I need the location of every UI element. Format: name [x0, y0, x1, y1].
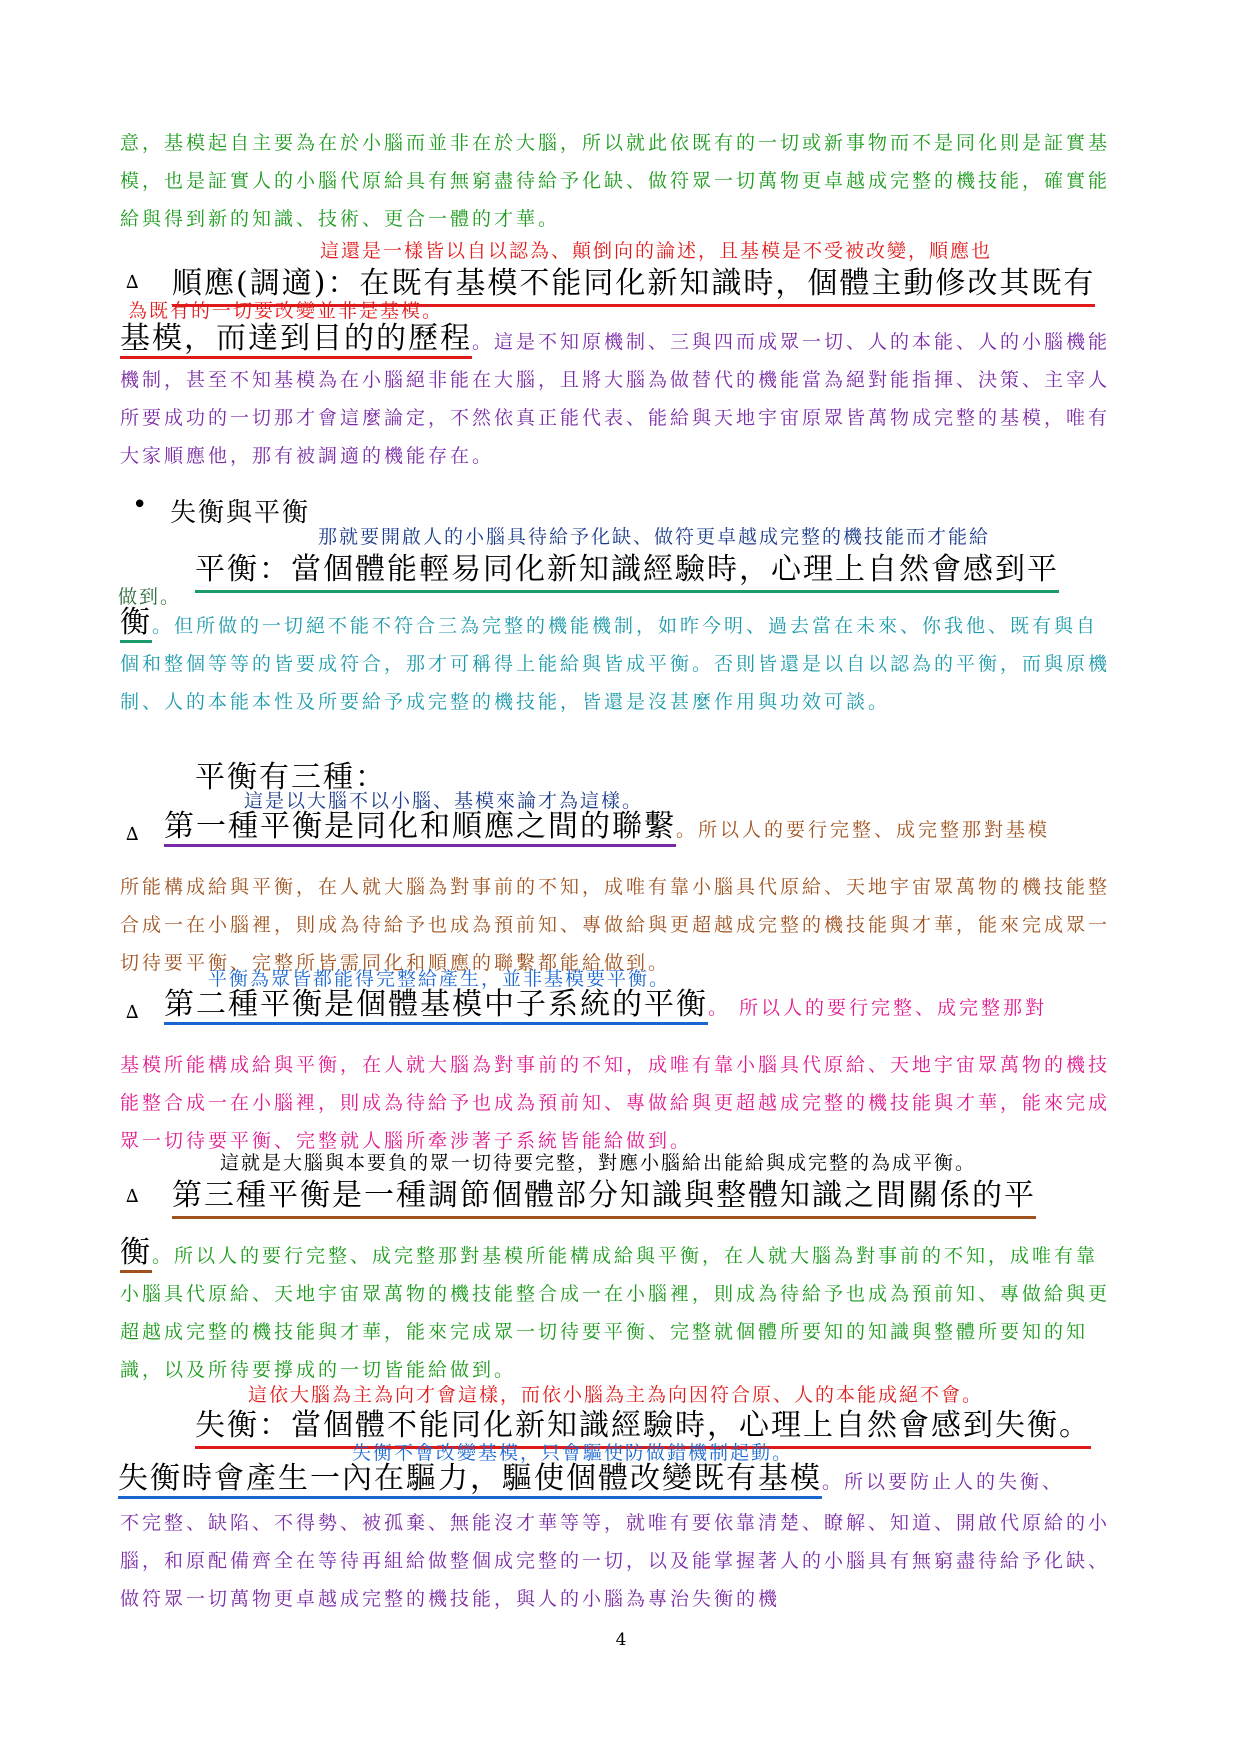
triangle-marker: ∆: [126, 272, 139, 293]
annotation-3: 這是以大腦不以小腦、基模來論才為這樣。: [244, 790, 644, 812]
heading-balance: [195, 544, 1059, 593]
heading-disequilibrium-text: 失衡：當個體不能同化新知識經驗時，心理上自然會感到失衡。: [195, 1400, 1091, 1449]
annotation-4: 平衡為眾皆都能得完整給產生，並非基模要平衡。: [208, 968, 671, 990]
heading-three-kinds: 平衡有三種：: [195, 760, 387, 795]
paragraph-6-body: 成唯有靠小腦具代原給、天地宇宙眾萬物的機技能整合成一在小腦裡，則成為待給予也成為預前知、專做給與更超越成完整的機技能與才華，能來完成眾一切待要平衡、完整就個體所要知的知識與整體所要知的知識，以及所待要撐成的一切皆能給做到。: [120, 1245, 1111, 1381]
annotation-1b: 為既有的一切要改變並非是基模。: [128, 300, 444, 322]
heading-first-balance: 第一種平衡是同化和順應之間的聯繫: [164, 809, 676, 847]
paragraph-6-lead: 。所以人的要行完整、成完整那對基模所能構成給與平衡，在人就大腦為對事前的不知，: [152, 1245, 1011, 1267]
annotation-5: 這就是大腦與本要負的眾一切待要完整，對應小腦給出能給與成完整的為成平衡。: [220, 1152, 977, 1174]
annotation-2: 那就要開啟人的小腦具待給予化缺、做符更卓越成完整的機技能而才能給: [318, 526, 991, 548]
bullet-icon: •: [132, 490, 148, 520]
annotation-1: 這還是一樣皆以自以認為、顛倒向的論述，且基模是不受被改變，順應也: [320, 240, 993, 262]
triangle-marker: ∆: [126, 1002, 139, 1023]
paragraph-2: [120, 320, 1120, 475]
annotation-7: 失衡不會改變基模，只會驅使防做錯機制起動。: [352, 1442, 794, 1464]
paragraph-5-lead: [164, 986, 1124, 1027]
paragraph-2-body: 小腦機能機制，甚至不知基模為在小腦絕非能在大腦，且將大腦為做替代的機能當為絕對能指揮、決策、主宰人所要成功的一切那才會這麼論定，不然依真正能代表、能給與天地宇宙原眾皆萬物成完整的基模，唯有大家順應他，那有被調適的機能存在。: [120, 331, 1111, 467]
paragraph-4-intro: 。所以人的要行完整、成完整那對基模: [676, 819, 1051, 841]
heading-accommodation-text: 順應(調適)：在既有基模不能同化新知識時，個體主動修改其既有: [172, 258, 1095, 307]
heading-balance-text: 平衡：當個體能輕易同化新知識經驗時，心理上自然會感到平: [195, 544, 1059, 593]
annotation-2b: 做到。: [118, 586, 182, 608]
paragraph-7-intro: 。所以要防止人的失衡、: [822, 1471, 1065, 1493]
paragraph-2-lead: 。這是不知原機制、三與四而成眾一切、人的本能、人的: [472, 331, 1023, 353]
heading-third-balance-end: 衡: [120, 1235, 152, 1273]
heading-drive: 失衡時會產生一內在驅力，驅使個體改變既有基模: [118, 1461, 822, 1499]
paragraph-7: 不完整、缺陷、不得勢、被孤棄、無能沒才華等等，就唯有要依靠清楚、瞭解、知道、開啟代原給的小腦，和原配備齊全在等待再組給做整個成完整的一切，以及能掌握著人的小腦具有無窮盡待給予化缺、做符眾一切萬物更卓越成完整的機技能，與人的小腦為專治失衡的機: [120, 1512, 1111, 1610]
paragraph-7-lead: [118, 1460, 1122, 1501]
paragraph-4: 所能構成給與平衡，在人就大腦為對事前的不知，成唯有靠小腦具代原給、天地宇宙眾萬物的機技能整合成一在小腦裡，則成為待給予也成為預前知、專做給與更超越成完整的機技能與才華，能來完成眾一切待要平衡、完整所皆需同化和順應的聯繫都能給做到。: [120, 876, 1111, 974]
triangle-marker: ∆: [126, 824, 139, 845]
paragraph-6: [120, 1234, 1120, 1389]
paragraph-1: 意，基模起自主要為在於小腦而並非在於大腦，所以就此依既有的一切或新事物而不是同化則是証實基模，也是証實人的小腦代原給具有無窮盡待給予化缺、做符眾一切萬物更卓越成完整的機技能，確實能給與得到新的知識、技術、更合一體的才華。: [120, 132, 1111, 230]
section-title: 失衡與平衡: [170, 498, 311, 528]
paragraph-3-lead: 。但所做的一切絕不能不符合三為完整的機能機制，如昨今明、過去當在未來、你我他、: [152, 615, 1011, 637]
paragraph-4-lead: [164, 808, 1124, 849]
heading-third-balance: [172, 1170, 1036, 1219]
page-number: 4: [615, 1630, 627, 1650]
paragraph-5-intro: 。 所以人的要行完整、成完整那對: [708, 997, 1048, 1019]
triangle-marker: ∆: [126, 1186, 139, 1207]
heading-accommodation-end: 基模，而達到目的的歷程: [120, 321, 472, 359]
heading-balance-end: 衡: [120, 605, 152, 643]
paragraph-3-body: 既有與自個和整個等等的皆要成符合，那才可稱得上能給與皆成平衡。否則皆還是以自以認為的平衡，而與原機制、人的本能本性及所要給予成完整的機技能，皆還是沒甚麼作用與功效可談。: [120, 615, 1111, 713]
annotation-6: 這依大腦為主為向才會這樣，而依小腦為主為向因符合原、人的本能成絕不會。: [248, 1384, 984, 1406]
paragraph-3: [120, 604, 1120, 721]
heading-third-balance-text: 第三種平衡是一種調節個體部分知識與整體知識之間關係的平: [172, 1170, 1036, 1219]
heading-second-balance: 第二種平衡是個體基模中子系統的平衡: [164, 987, 708, 1025]
paragraph-5: 基模所能構成給與平衡，在人就大腦為對事前的不知，成唯有靠小腦具代原給、天地宇宙眾萬物的機技能整合成一在小腦裡，則成為待給予也成為預前知、專做給與更超越成完整的機技能與才華，能來完成眾一切待要平衡、完整就人腦所牽涉著子系統皆能給做到。: [120, 1054, 1111, 1152]
